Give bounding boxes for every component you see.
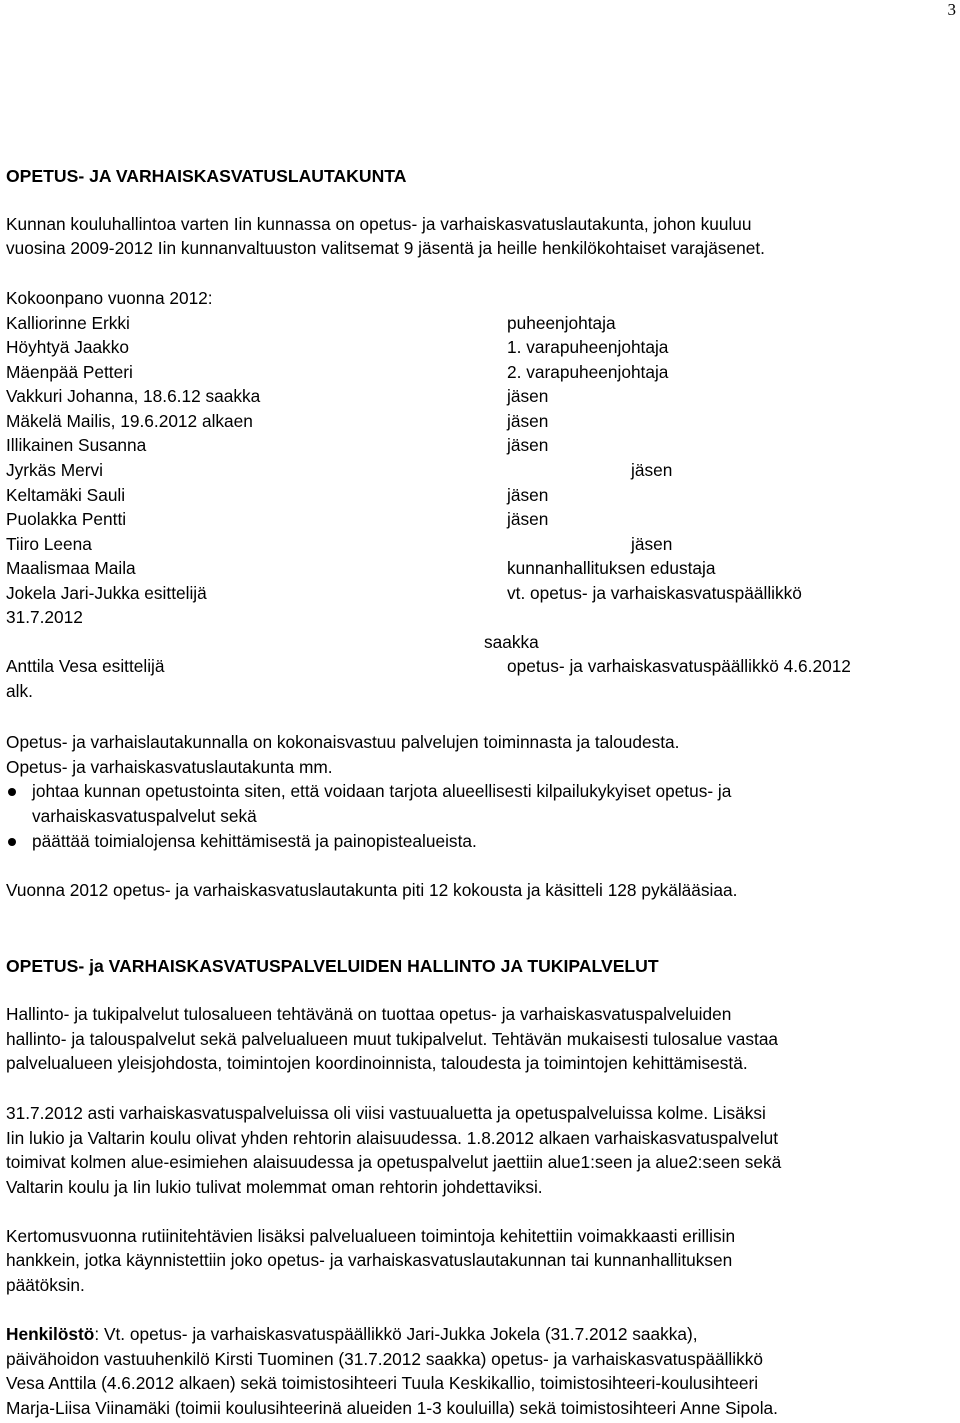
paragraph-line: Iin lukio ja Valtarin koulu olivat yhden rehtorin alaisuudessa. 1.8.2012 alkaen varhaiskasvatuspalvelut: [6, 1128, 779, 1148]
member-role: 1. varapuheenjohtaja: [507, 337, 669, 357]
paragraph-line: Kertomusvuonna rutiinitehtävien lisäksi palvelualueen toimintoja kehitettiin voimakkaasti erillisin: [6, 1226, 736, 1246]
member-name: Mäenpää Petteri: [6, 362, 133, 382]
paragraph-line: toimivat kolmen alue-esimiehen alaisuudessa ja opetuspalvelut jaettiin alue1:seen ja alue2:seen sekä: [6, 1152, 782, 1172]
member-name: Vakkuri Johanna, 18.6.12 saakka: [6, 386, 261, 406]
member-role: jäsen: [507, 485, 549, 505]
member-name: Jyrkäs Mervi: [6, 460, 103, 480]
section-heading: OPETUS- JA VARHAISKASVATUSLAUTAKUNTA: [6, 166, 407, 186]
staff-line: Marja-Liisa Viinamäki (toimii koulusihteerinä alueiden 1-3 kouluilla) sekä toimistosihteeri Anne Sipola.: [6, 1398, 778, 1418]
intro-line: Kunnan kouluhallintoa varten Iin kunnassa on opetus- ja varhaiskasvatuslautakunta, johon kuuluu: [6, 214, 752, 234]
responsibility-line: Opetus- ja varhaislautakunnalla on kokonaisvastuu palvelujen toiminnasta ja taloudesta.: [6, 732, 680, 752]
member-name: Jokela Jari-Jukka esittelijä: [6, 583, 207, 603]
bullet-icon: [8, 788, 16, 796]
paragraph-line: hallinto- ja talouspalvelut sekä palvelualueen muut tukipalvelut. Tehtävän mukaisesti tulosalue vastaa: [6, 1029, 779, 1049]
paragraph-line: 31.7.2012 asti varhaiskasvatuspalveluissa oli viisi vastuualuetta ja opetuspalveluissa kolme. Lisäksi: [6, 1103, 766, 1123]
paragraph-line: Valtarin koulu ja Iin lukio tulivat molemmat oman rehtorin johdettaviksi.: [6, 1177, 543, 1197]
member-role: opetus- ja varhaiskasvatuspäällikkö 4.6.2012: [507, 656, 851, 676]
member-name: Maalismaa Maila: [6, 558, 136, 578]
staff-line: Vesa Anttila (4.6.2012 alkaen) sekä toimistosihteeri Tuula Keskikallio, toimistosihteeri-koulusihteeri: [6, 1373, 759, 1393]
member-name: Puolakka Pentti: [6, 509, 127, 529]
intro-line: vuosina 2009-2012 Iin kunnanvaltuuston valitsemat 9 jäsentä ja heille henkilökohtaiset varajäsenet.: [6, 238, 765, 258]
member-name: Anttila Vesa esittelijä: [6, 656, 165, 676]
bullet-text: varhaiskasvatuspalvelut sekä: [32, 806, 257, 826]
member-name: alk.: [6, 681, 33, 701]
paragraph-line: palvelualueen yleisjohdosta, toimintojen koordinoinnista, taloudesta ja toimintojen kehittämisestä.: [6, 1053, 748, 1073]
member-role: puheenjohtaja: [507, 313, 616, 333]
composition-title: Kokoonpano vuonna 2012:: [6, 288, 213, 308]
member-role: jäsen: [507, 509, 549, 529]
paragraph-line: Hallinto- ja tukipalvelut tulosalueen tehtävänä on tuottaa opetus- ja varhaiskasvatuspalveluiden: [6, 1004, 732, 1024]
member-name: 31.7.2012: [6, 607, 83, 627]
member-role: jäsen: [507, 435, 549, 455]
member-role: jäsen: [631, 460, 673, 480]
section-heading: OPETUS- ja VARHAISKASVATUSPALVELUIDEN HALLINTO JA TUKIPALVELUT: [6, 956, 659, 976]
member-role: kunnanhallituksen edustaja: [507, 558, 716, 578]
meetings-text: Vuonna 2012 opetus- ja varhaiskasvatuslautakunta piti 12 kokousta ja käsitteli 128 pykälääsiaa.: [6, 880, 738, 900]
bullet-icon: [8, 838, 16, 846]
bullet-text: päättää toimialojensa kehittämisestä ja painopistealueista.: [32, 831, 477, 851]
responsibility-line: Opetus- ja varhaiskasvatuslautakunta mm.: [6, 757, 333, 777]
member-role: 2. varapuheenjohtaja: [507, 362, 669, 382]
page-number: 3: [947, 0, 956, 19]
member-name: Tiiro Leena: [6, 534, 92, 554]
staff-line: [6, 1322, 698, 1347]
member-role: jäsen: [507, 386, 549, 406]
member-name: Keltamäki Sauli: [6, 485, 126, 505]
member-role: vt. opetus- ja varhaiskasvatuspäällikkö: [507, 583, 802, 603]
paragraph-line: hankkein, jotka käynnistettiin joko opetus- ja varhaiskasvatuslautakunnan tai kunnanhallituksen: [6, 1250, 733, 1270]
member-role: jäsen: [507, 411, 549, 431]
member-role: saakka: [484, 632, 539, 652]
member-name: Höyhtyä Jaakko: [6, 337, 129, 357]
member-name: Mäkelä Mailis, 19.6.2012 alkaen: [6, 411, 253, 431]
staff-label: Henkilöstö: [6, 1324, 95, 1344]
bullet-text: johtaa kunnan opetustointa siten, että voidaan tarjota alueellisesti kilpailukykyiset opetus- ja: [32, 781, 732, 801]
staff-line: päivähoidon vastuuhenkilö Kirsti Tuominen (31.7.2012 saakka) opetus- ja varhaiskasvatuspäällikkö: [6, 1349, 763, 1369]
paragraph-line: päätöksin.: [6, 1275, 85, 1295]
member-name: Illikainen Susanna: [6, 435, 147, 455]
member-role: jäsen: [631, 534, 673, 554]
staff-text: : Vt. opetus- ja varhaiskasvatuspäällikkö Jari-Jukka Jokela (31.7.2012 saakka),: [94, 1324, 698, 1344]
member-name: Kalliorinne Erkki: [6, 313, 130, 333]
